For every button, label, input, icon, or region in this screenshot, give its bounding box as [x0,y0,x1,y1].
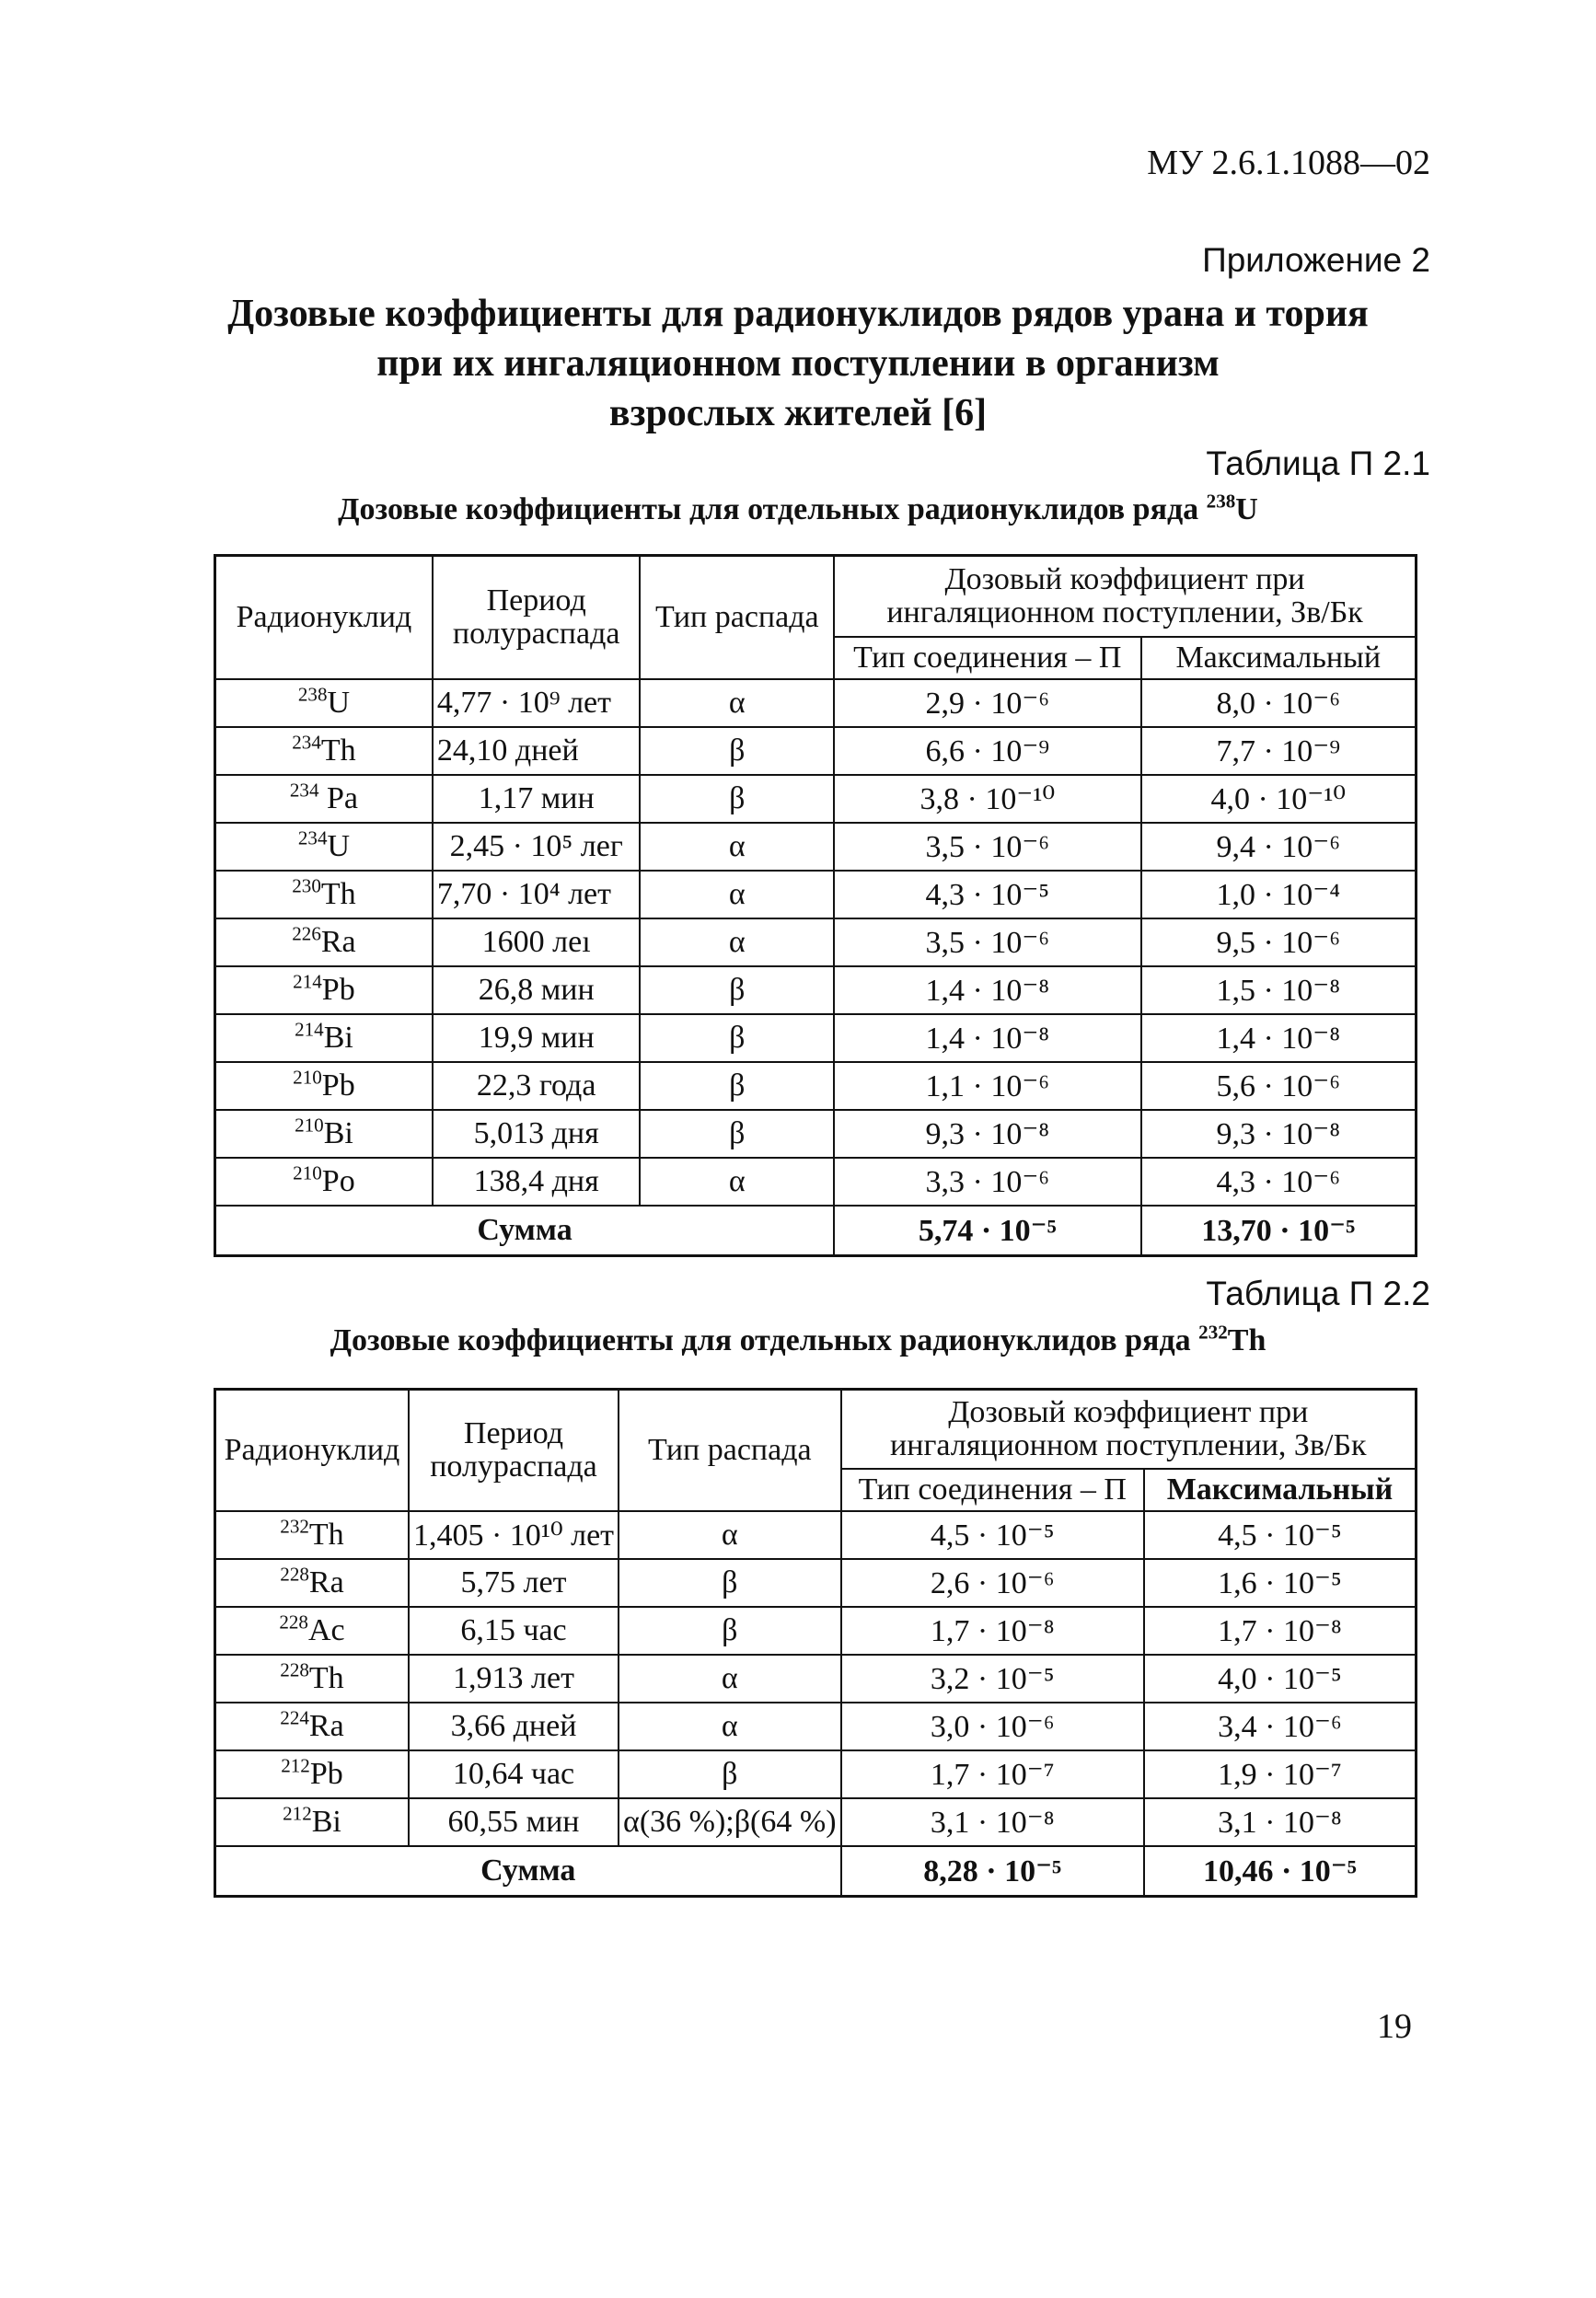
table1-body [215,679,1417,1256]
table1-caption-isotope-mass: 238 [1206,490,1236,513]
isotope-mass-number: 210 [293,1066,322,1089]
nuclide-cell [215,1014,433,1062]
element-symbol: Po [321,1164,355,1198]
coef-type-p-cell: 6,6 · 10⁻⁹ [834,727,1140,775]
coef-max-cell: 4,3 · 10⁻⁶ [1141,1158,1417,1206]
decay-type-cell: β [640,966,834,1014]
main-title [184,290,1412,438]
decay-type-cell: α [640,918,834,966]
coef-max-cell: 9,4 · 10⁻⁶ [1141,823,1417,871]
coef-type-p-cell: 1,1 · 10⁻⁶ [834,1062,1140,1110]
nuclide-cell [215,1062,433,1110]
nuclide-cell [215,727,433,775]
half-life-cell: 2,45 · 10⁵ лег [433,823,641,871]
table1-header-max: Максимальный [1141,637,1417,679]
half-life-cell: 22,3 года [433,1062,641,1110]
half-life-cell: 60,55 мин [409,1798,619,1846]
coef-type-p-cell: 3,5 · 10⁻⁶ [834,823,1140,871]
coef-max-cell: 3,1 · 10⁻⁸ [1144,1798,1417,1846]
half-life-cell: 1,405 · 10¹⁰ лет [409,1511,619,1559]
decay-type-cell: α(36 %);β(64 %) [619,1798,841,1846]
nuclide-cell [215,1607,409,1655]
sum-row [215,1206,1417,1256]
table-row [215,1062,1417,1110]
table-row [215,966,1417,1014]
coef-type-p-cell: 1,4 · 10⁻⁸ [834,1014,1140,1062]
table2-caption-text: Дозовые коэффициенты для отдельных радионуклидов ряда [330,1323,1199,1357]
table2-header-coefficient: Дозовый коэффициент при ингаляционном поступлении, Зв/Бк [841,1390,1417,1470]
coef-type-p-cell: 2,9 · 10⁻⁶ [834,679,1140,727]
appendix-label: Приложение 2 [1202,241,1430,279]
half-life-cell: 6,15 час [409,1607,619,1655]
decay-type-cell: α [619,1511,841,1559]
decay-type-cell: β [619,1750,841,1798]
decay-type-cell: β [640,775,834,823]
nuclide-cell [215,1798,409,1846]
decay-type-cell: α [640,1158,834,1206]
coef-max-cell: 9,5 · 10⁻⁶ [1141,918,1417,966]
table1-header-decay: Тип распада [640,556,834,680]
table-row [215,1703,1417,1750]
table-row [215,1798,1417,1846]
coef-max-cell: 1,0 · 10⁻⁴ [1141,871,1417,918]
element-symbol: Bi [323,1021,353,1055]
table-row [215,918,1417,966]
table1-header-half-life: Период полураспада [433,556,641,680]
table-row [215,727,1417,775]
nuclide-cell [215,823,433,871]
isotope-mass-number: 212 [283,1802,312,1825]
coef-max-cell: 9,3 · 10⁻⁸ [1141,1110,1417,1158]
decay-type-cell: β [640,1014,834,1062]
coef-type-p-cell: 3,2 · 10⁻⁵ [841,1655,1144,1703]
coef-type-p-cell: 3,8 · 10⁻¹⁰ [834,775,1140,823]
table2-label: Таблица П 2.2 [1206,1275,1430,1312]
decay-type-cell: β [619,1559,841,1607]
element-symbol: Ra [308,1709,344,1743]
element-symbol: Th [308,1661,344,1695]
element-symbol: Pb [321,973,355,1007]
table2-header-nuclide: Радионуклид [215,1390,409,1512]
nuclide-cell [215,1750,409,1798]
isotope-mass-number: 214 [295,1018,324,1041]
coef-type-p-cell: 4,3 · 10⁻⁵ [834,871,1140,918]
nuclide-cell [215,1110,433,1158]
coef-max-cell: 1,5 · 10⁻⁸ [1141,966,1417,1014]
main-title-line-2: при их ингаляционном поступлении в организм [376,341,1220,385]
table-row [215,1607,1417,1655]
decay-type-cell: α [619,1703,841,1750]
element-symbol: Bi [311,1805,341,1839]
coef-max-cell: 1,4 · 10⁻⁸ [1141,1014,1417,1062]
isotope-mass-number: 230 [292,874,321,897]
decay-type-cell: α [640,871,834,918]
sum-row [215,1846,1417,1897]
table-row [215,871,1417,918]
coef-max-cell: 8,0 · 10⁻⁶ [1141,679,1417,727]
isotope-mass-number: 212 [281,1754,310,1777]
isotope-mass-number: 224 [280,1706,309,1729]
element-symbol: Th [320,877,356,911]
table-row [215,1014,1417,1062]
half-life-cell: 5,013 дня [433,1110,641,1158]
element-symbol: Ac [307,1613,345,1647]
nuclide-cell [215,918,433,966]
table1-header-nuclide: Радионуклид [215,556,433,680]
table2-header-half-life: Период полураспада [409,1390,619,1512]
sum-type-p: 8,28 · 10⁻⁵ [841,1846,1144,1897]
isotope-mass-number: 234 [289,779,319,802]
decay-type-cell: α [640,679,834,727]
table1-caption [184,492,1412,527]
table-row [215,1559,1417,1607]
decay-type-cell: α [640,823,834,871]
coef-type-p-cell: 4,5 · 10⁻⁵ [841,1511,1144,1559]
coef-max-cell: 4,5 · 10⁻⁵ [1144,1511,1417,1559]
coef-max-cell: 4,0 · 10⁻⁵ [1144,1655,1417,1703]
coef-max-cell: 1,7 · 10⁻⁸ [1144,1607,1417,1655]
main-title-line-1: Дозовые коэффициенты для радионуклидов рядов урана и тория [227,293,1369,335]
isotope-mass-number: 228 [280,1563,309,1586]
element-symbol: Ra [320,925,356,959]
half-life-cell: 1600 леı [433,918,641,966]
coef-max-cell: 1,6 · 10⁻⁵ [1144,1559,1417,1607]
nuclide-cell [215,775,433,823]
coef-type-p-cell: 3,3 · 10⁻⁶ [834,1158,1140,1206]
coef-type-p-cell: 3,5 · 10⁻⁶ [834,918,1140,966]
sum-type-p: 5,74 · 10⁻⁵ [834,1206,1140,1256]
isotope-mass-number: 214 [293,970,322,993]
element-symbol: Ra [308,1565,344,1599]
isotope-mass-number: 234 [292,731,321,754]
half-life-cell: 3,66 дней [409,1703,619,1750]
element-symbol: Bi [323,1116,353,1150]
table2-header-decay: Тип распада [619,1390,841,1512]
nuclide-cell [215,1655,409,1703]
half-life-cell: 10,64 час [409,1750,619,1798]
element-symbol: Pb [321,1068,355,1103]
half-life-cell: 1,17 мин [433,775,641,823]
isotope-mass-number: 228 [279,1611,308,1634]
table-row [215,1655,1417,1703]
table-row [215,1511,1417,1559]
coef-type-p-cell: 1,4 · 10⁻⁸ [834,966,1140,1014]
nuclide-cell [215,679,433,727]
table1-caption-text: Дозовые коэффициенты для отдельных радионуклидов ряда [338,492,1207,526]
table-row [215,1158,1417,1206]
sum-label: Сумма [215,1846,841,1897]
decay-type-cell: β [640,1062,834,1110]
nuclide-cell [215,871,433,918]
half-life-cell: 5,75 лет [409,1559,619,1607]
table2-caption-element: Th [1227,1323,1266,1357]
element-symbol: Th [308,1518,344,1552]
half-life-cell: 26,8 мин [433,966,641,1014]
coef-type-p-cell: 1,7 · 10⁻⁸ [841,1607,1144,1655]
coef-max-cell: 3,4 · 10⁻⁶ [1144,1703,1417,1750]
coef-type-p-cell: 1,7 · 10⁻⁷ [841,1750,1144,1798]
table1 [214,554,1417,1257]
isotope-mass-number: 226 [292,922,321,945]
table2-body [215,1511,1417,1897]
element-symbol: U [327,829,351,863]
coef-max-cell: 1,9 · 10⁻⁷ [1144,1750,1417,1798]
half-life-cell: 7,70 · 10⁴ лет [433,871,641,918]
table-row [215,1110,1417,1158]
isotope-mass-number: 210 [293,1161,322,1184]
element-symbol: U [327,686,351,720]
nuclide-cell [215,1511,409,1559]
half-life-cell: 1,913 лет [409,1655,619,1703]
half-life-cell: 19,9 мин [433,1014,641,1062]
main-title-line-3: взрослых жителей [6] [608,391,988,434]
table1-header-type-p: Тип соединения – П [834,637,1140,679]
table2-caption-isotope-mass: 232 [1198,1321,1228,1344]
coef-type-p-cell: 9,3 · 10⁻⁸ [834,1110,1140,1158]
table2-header-type-p: Тип соединения – П [841,1469,1144,1511]
coef-max-cell: 7,7 · 10⁻⁹ [1141,727,1417,775]
isotope-mass-number: 210 [295,1114,324,1137]
coef-type-p-cell: 3,0 · 10⁻⁶ [841,1703,1144,1750]
table2 [214,1388,1417,1898]
table-row [215,679,1417,727]
decay-type-cell: β [619,1607,841,1655]
isotope-mass-number: 228 [280,1658,309,1681]
element-symbol: Pb [309,1757,343,1791]
sum-label: Сумма [215,1206,835,1256]
coef-type-p-cell: 2,6 · 10⁻⁶ [841,1559,1144,1607]
nuclide-cell [215,1703,409,1750]
coef-max-cell: 4,0 · 10⁻¹⁰ [1141,775,1417,823]
table1-caption-element: U [1235,492,1258,526]
nuclide-cell [215,1158,433,1206]
table2-caption [184,1323,1412,1358]
coef-type-p-cell: 3,1 · 10⁻⁸ [841,1798,1144,1846]
table-row [215,775,1417,823]
decay-type-cell: β [640,1110,834,1158]
sum-max: 13,70 · 10⁻⁵ [1141,1206,1417,1256]
table1-label: Таблица П 2.1 [1206,445,1430,482]
table-row [215,1750,1417,1798]
half-life-cell: 4,77 · 10⁹ лет [433,679,641,727]
element-symbol: Pa [318,781,359,815]
half-life-cell: 138,4 дня [433,1158,641,1206]
nuclide-cell [215,1559,409,1607]
table1-header-coefficient: Дозовый коэффициент при ингаляционном поступлении, Зв/Бк [834,556,1416,638]
half-life-cell: 24,10 дней [433,727,641,775]
nuclide-cell [215,966,433,1014]
table2-header-max: Максимальный [1144,1469,1417,1511]
isotope-mass-number: 234 [297,826,328,849]
isotope-mass-number: 232 [280,1515,309,1538]
decay-type-cell: α [619,1655,841,1703]
isotope-mass-number: 238 [297,683,328,706]
element-symbol: Th [320,733,356,768]
sum-max: 10,46 · 10⁻⁵ [1144,1846,1417,1897]
coef-max-cell: 5,6 · 10⁻⁶ [1141,1062,1417,1110]
table-row [215,823,1417,871]
decay-type-cell: β [640,727,834,775]
page-number: 19 [1377,2007,1412,2046]
document-code: МУ 2.6.1.1088—02 [1147,144,1430,182]
